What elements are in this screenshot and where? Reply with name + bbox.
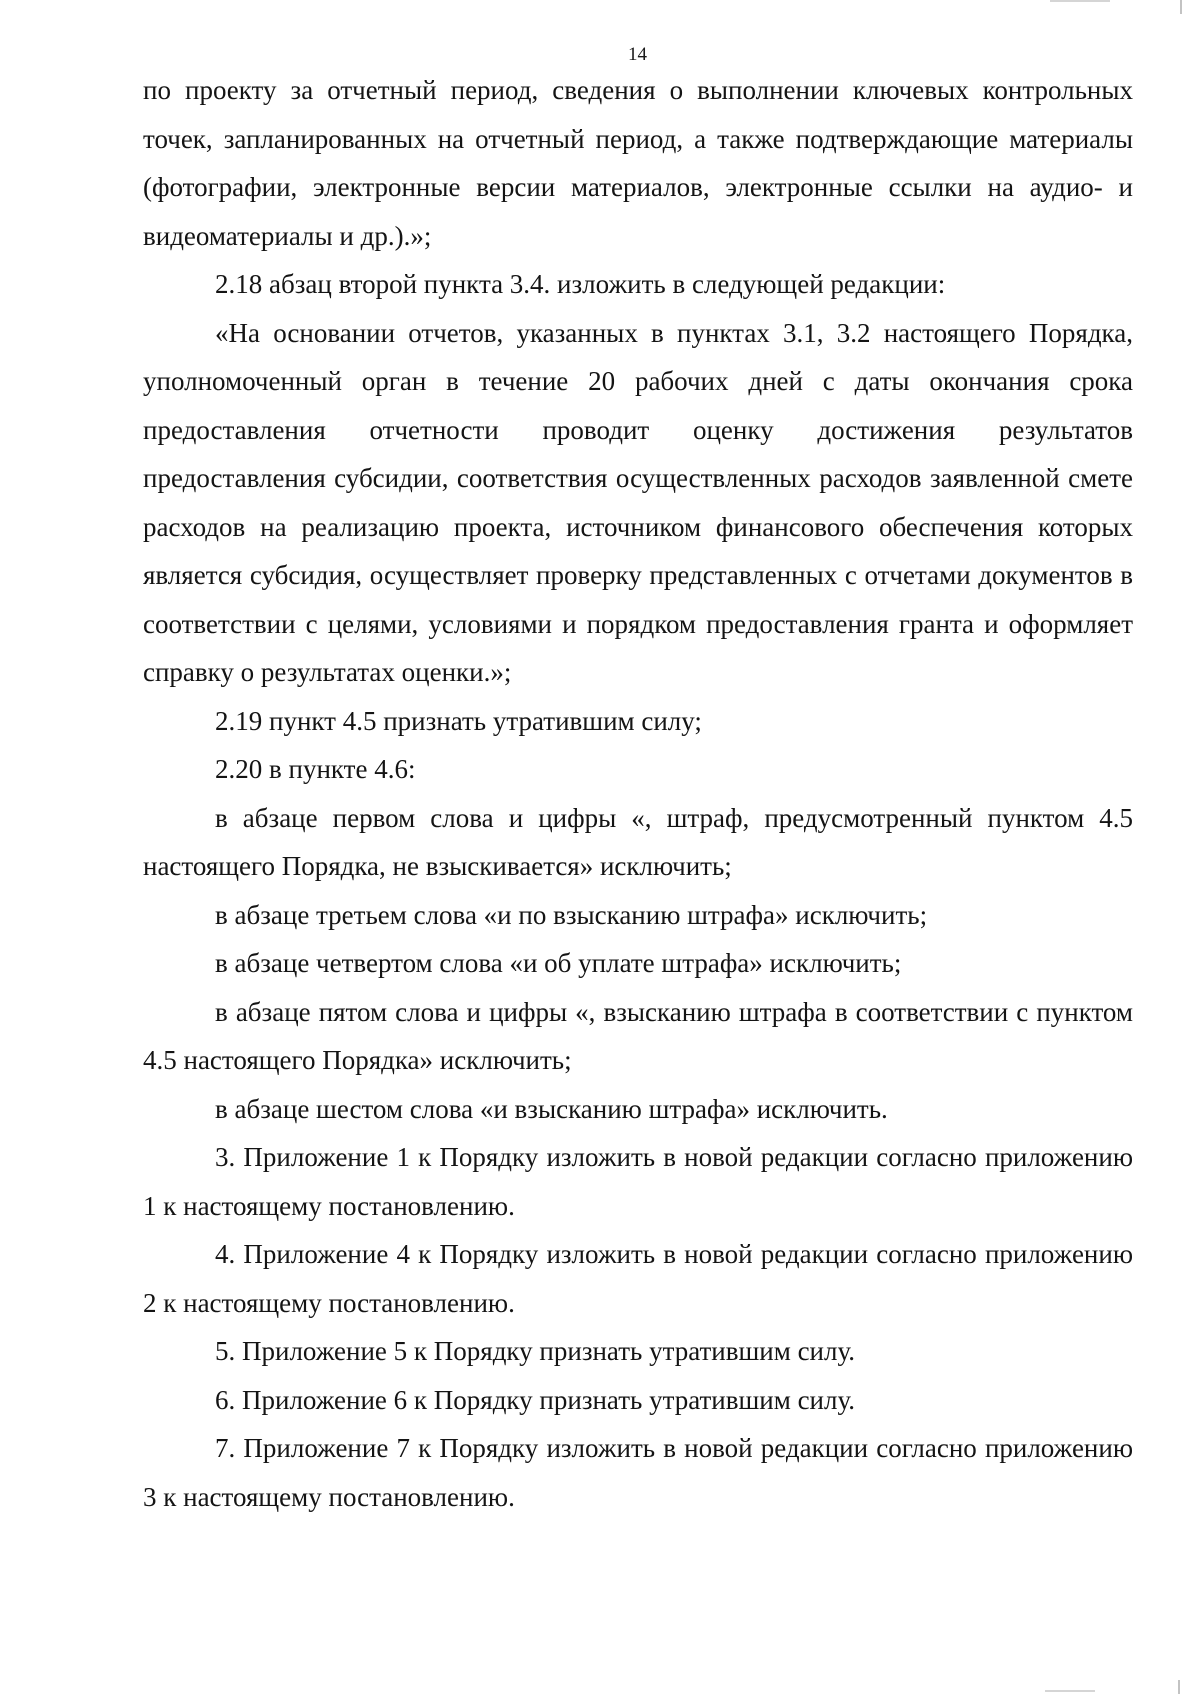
document-body — [143, 66, 1133, 1521]
paragraph-item-3: 3. Приложение 1 к Порядку изложить в новой редакции согласно приложению 1 к настоящему постановлению. — [143, 1142, 1133, 1221]
scan-edge-mark — [1178, 1680, 1180, 1694]
scan-edge-mark — [1050, 0, 1110, 2]
paragraph-item-2-19: 2.19 пункт 4.5 признать утратившим силу; — [215, 705, 702, 736]
paragraph-item-4: 4. Приложение 4 к Порядку изложить в новой редакции согласно приложению 2 к настоящему постановлению. — [143, 1239, 1133, 1318]
paragraph-sixth-abzac: в абзаце шестом слова «и взысканию штрафа» исключить. — [215, 1093, 888, 1124]
paragraph-item-6: 6. Приложение 6 к Порядку признать утратившим силу. — [215, 1384, 856, 1415]
scan-edge-mark — [1180, 0, 1182, 14]
paragraph-fourth-abzac: в абзаце четвертом слова «и об уплате штрафа» исключить; — [215, 948, 902, 978]
paragraph-first-abzac: в абзаце первом слова и цифры «, штраф, предусмотренный пунктом 4.5 настоящего Порядка, не взыскивается» исключить; — [143, 802, 1133, 881]
paragraph-continuation: по проекту за отчетный период, сведения о выполнении ключевых контрольных точек, запланированных на отчетный период, а также подтверждающие материалы (фотографии, электронные версии материалов, электронные ссылки на аудио- и видеоматериалы и др.).»; — [143, 75, 1133, 251]
paragraph-quoted-text: «На основании отчетов, указанных в пунктах 3.1, 3.2 настоящего Порядка, уполномоченный орган в течение 20 рабочих дней с даты окончания срока предоставления отчетности проводит оценку достижения результатов предоставления субсидии, соответствия осуществленных расходов заявленной смете расходов на реализацию проекта, источником финансового обеспечения которых является субсидия, осуществляет проверку представленных с отчетами документов в соответствии с целями, условиями и порядком предоставления гранта и оформляет справку о результатах оценки.»; — [143, 317, 1133, 687]
scan-edge-mark — [1045, 1690, 1095, 1692]
paragraph-item-2-20: 2.20 в пункте 4.6: — [215, 754, 416, 784]
paragraph-third-abzac: в абзаце третьем слова «и по взысканию штрафа» исключить; — [215, 899, 928, 930]
paragraph-item-5: 5. Приложение 5 к Порядку признать утратившим силу. — [215, 1336, 856, 1366]
paragraph-item-7: 7. Приложение 7 к Порядку изложить в новой редакции согласно приложению 3 к настоящему постановлению. — [143, 1433, 1133, 1512]
page-number: 14 — [628, 44, 647, 65]
paragraph-fifth-abzac: в абзаце пятом слова и цифры «, взысканию штрафа в соответствии с пунктом 4.5 настоящего Порядка» исключить; — [143, 996, 1133, 1075]
paragraph-item-2-18: 2.18 абзац второй пункта 3.4. изложить в следующей редакции: — [215, 269, 946, 299]
